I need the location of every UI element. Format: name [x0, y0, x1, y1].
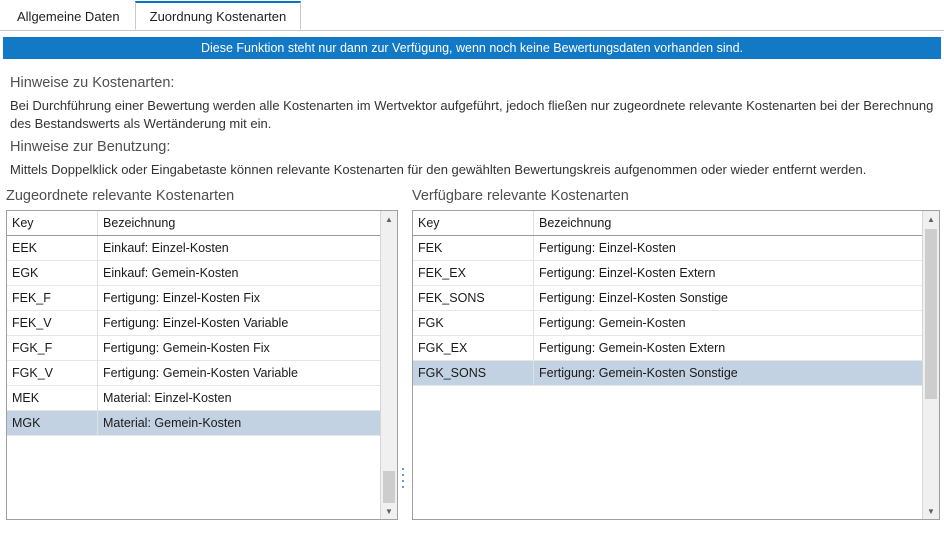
scroll-up-arrow-icon[interactable]: ▲ [381, 211, 397, 227]
cell-bezeichnung: Fertigung: Gemein-Kosten Extern [534, 336, 923, 361]
column-header-key[interactable]: Key [7, 211, 98, 236]
tab-label: Zuordnung Kostenarten [149, 8, 287, 24]
cell-key: FEK_F [7, 286, 98, 311]
table-header-row [7, 211, 380, 236]
scroll-down-arrow-icon[interactable]: ▼ [923, 503, 939, 519]
cell-key: FGK [413, 311, 534, 336]
notes-body-benutzung: Mittels Doppelklick oder Eingabetaste können relevante Kostenarten für den gewählten Bewertungskreis aufgenommen oder wieder entfernt werden. [10, 162, 867, 177]
table-row[interactable] [413, 236, 922, 261]
scroll-up-arrow-icon[interactable]: ▲ [923, 211, 939, 227]
cell-bezeichnung: Fertigung: Einzel-Kosten [534, 236, 923, 261]
grip-dot-icon [402, 474, 404, 476]
cell-key: FEK_EX [413, 261, 534, 286]
info-banner [3, 37, 941, 59]
cell-bezeichnung: Einkauf: Einzel-Kosten [98, 236, 381, 261]
cell-bezeichnung: Fertigung: Einzel-Kosten Sonstige [534, 286, 923, 311]
notes-heading-kostenarten: Hinweise zu Kostenarten: [10, 75, 175, 91]
tab-zuordnung-kostenarten[interactable] [135, 1, 302, 30]
cell-bezeichnung: Fertigung: Gemein-Kosten Sonstige [534, 361, 923, 386]
column-header-bezeichnung[interactable]: Bezeichnung [534, 211, 923, 236]
available-grid[interactable] [412, 210, 940, 520]
cell-bezeichnung: Einkauf: Gemein-Kosten [98, 261, 381, 286]
cell-key: FGK_EX [413, 336, 534, 361]
available-panel [412, 188, 940, 540]
cell-bezeichnung: Fertigung: Gemein-Kosten [534, 311, 923, 336]
cell-bezeichnung: Fertigung: Gemein-Kosten Variable [98, 361, 381, 386]
notes-heading-benutzung: Hinweise zur Benutzung: [10, 139, 171, 155]
cell-key: FEK [413, 236, 534, 261]
info-banner-text: Diese Funktion steht nur dann zur Verfügung, wenn noch keine Bewertungsdaten vorhanden sind. [200, 41, 744, 55]
panel-splitter-handle[interactable] [398, 463, 408, 493]
cell-key: FEK_V [7, 311, 98, 336]
table-row[interactable] [413, 336, 922, 361]
cell-bezeichnung: Fertigung: Gemein-Kosten Fix [98, 336, 381, 361]
scrollbar-thumb[interactable] [925, 229, 937, 399]
assigned-panel-title: Zugeordnete relevante Kostenarten [6, 188, 235, 204]
column-header-bezeichnung[interactable]: Bezeichnung [98, 211, 381, 236]
table-row[interactable] [7, 336, 380, 361]
cell-bezeichnung: Material: Gemein-Kosten [98, 411, 381, 436]
table-row[interactable] [7, 411, 380, 436]
grip-dot-icon [402, 480, 404, 482]
assigned-grid[interactable] [6, 210, 398, 520]
assigned-panel [6, 188, 398, 540]
cell-bezeichnung: Fertigung: Einzel-Kosten Variable [98, 311, 381, 336]
table-row[interactable] [7, 286, 380, 311]
grip-dot-icon [402, 468, 404, 470]
cell-bezeichnung: Fertigung: Einzel-Kosten Extern [534, 261, 923, 286]
available-table-body [413, 236, 922, 386]
table-row[interactable] [413, 261, 922, 286]
tab-bar [0, 0, 944, 31]
cell-bezeichnung: Material: Einzel-Kosten [98, 386, 381, 411]
table-row[interactable] [413, 361, 922, 386]
table-row[interactable] [7, 261, 380, 286]
cell-key: EGK [7, 261, 98, 286]
notes-body-kostenarten: Bei Durchführung einer Bewertung werden alle Kostenarten im Wertvektor aufgeführt, jedoch fließen nur zugeordnete relevante Kostenarten bei der Berechnung des Bestandswerts als Wertänderung mit ein. [10, 98, 934, 131]
assigned-table-body [7, 236, 380, 436]
cell-key: FGK_SONS [413, 361, 534, 386]
cell-key: MGK [7, 411, 98, 436]
assigned-vertical-scrollbar[interactable] [380, 211, 397, 519]
cell-key: FGK_F [7, 336, 98, 361]
grip-dot-icon [402, 486, 404, 488]
table-row[interactable] [7, 361, 380, 386]
cell-key: FGK_V [7, 361, 98, 386]
assigned-grid-body [7, 211, 380, 519]
table-row[interactable] [413, 311, 922, 336]
table-header-row [413, 211, 922, 236]
cell-bezeichnung: Fertigung: Einzel-Kosten Fix [98, 286, 381, 311]
table-row[interactable] [413, 286, 922, 311]
cell-key: FEK_SONS [413, 286, 534, 311]
available-grid-body [413, 211, 922, 519]
available-vertical-scrollbar[interactable] [922, 211, 939, 519]
kostenarten-panels [0, 188, 944, 540]
notes-section [0, 59, 944, 179]
tab-allgemeine-daten[interactable] [2, 1, 135, 30]
column-header-key[interactable]: Key [413, 211, 534, 236]
table-row[interactable] [7, 311, 380, 336]
available-panel-title: Verfügbare relevante Kostenarten [412, 188, 629, 204]
tab-label: Allgemeine Daten [17, 8, 120, 24]
scroll-down-arrow-icon[interactable]: ▼ [381, 503, 397, 519]
table-row[interactable] [7, 236, 380, 261]
table-row[interactable] [7, 386, 380, 411]
cell-key: MEK [7, 386, 98, 411]
cell-key: EEK [7, 236, 98, 261]
